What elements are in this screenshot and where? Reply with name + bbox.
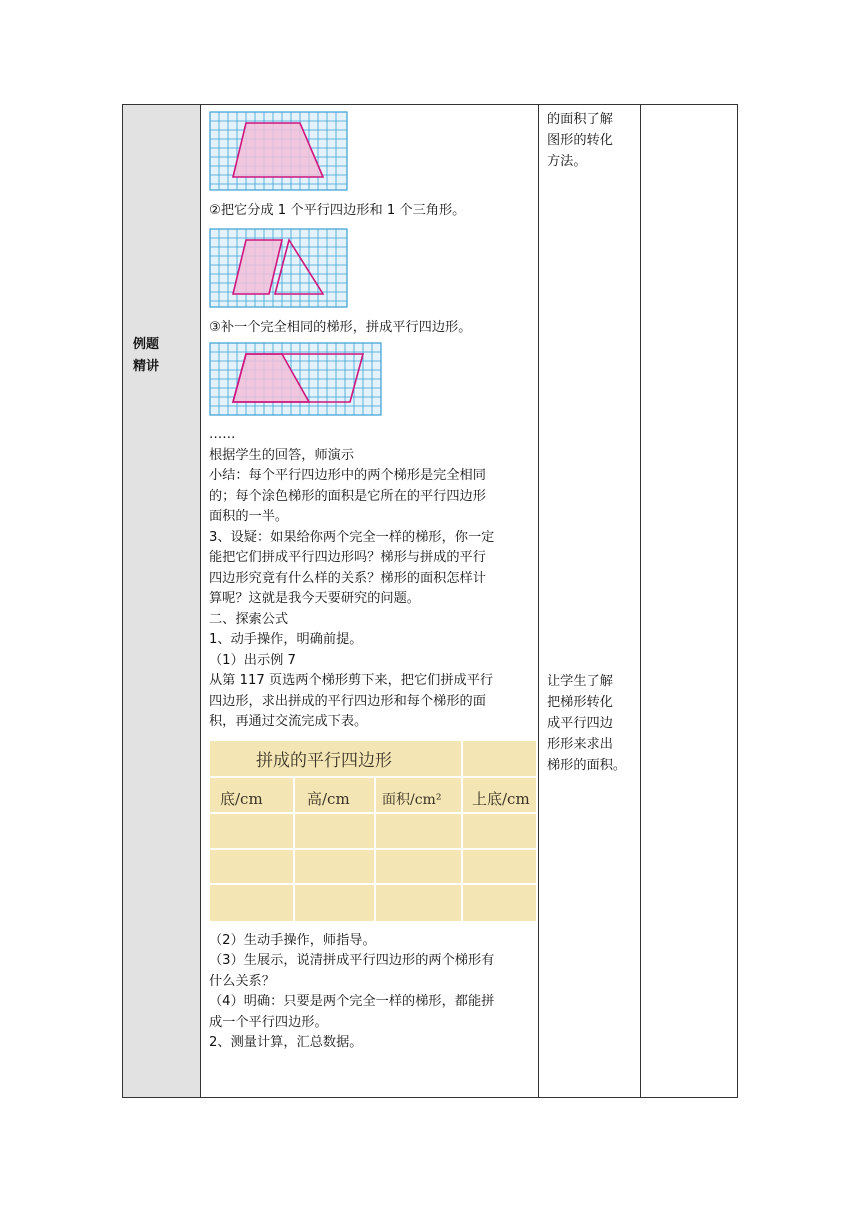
section-label [133,334,159,378]
note-line: 形形来求出 [547,737,613,752]
table-header-area: 面积/cm² [382,791,442,808]
text-line: 3、设疑：如果给你两个完全一样的梯形，你一定 [209,529,495,545]
text-block [209,425,531,733]
text-line: 四边形，求出拼成的平行四边形和每个梯形的面 [209,693,486,709]
text-block [209,931,531,1054]
lesson-table [122,104,738,1098]
section-label-line: 精讲 [133,359,160,374]
text-line: 四边形究竟有什么样的关系？梯形的面积怎样计 [209,570,486,586]
text-line: 成一个平行四边形。 [209,1014,328,1030]
text-line: …… [209,427,236,442]
table-header-height: 高/cm [307,789,350,808]
text-line: 2、测量计算，汇总数据。 [209,1035,363,1050]
note-line: 成平行四边 [547,716,613,731]
text-line: ③补一个完全相同的梯形，拼成平行四边形。 [209,319,472,335]
note-line: 梯形的面积。 [547,758,627,773]
text-line: 面积的一半。 [209,509,289,524]
text-line: 从第 117 页选两个梯形剪下来，把它们拼成平行 [209,673,494,688]
text-line: 算呢？这就是我今天要研究的问题。 [209,591,420,606]
text-line: 什么关系？ [209,973,275,989]
split-trapezoid-figure [209,228,349,310]
note-line: 让学生了解 [547,674,613,689]
text-line: （3）生展示，说清拼成平行四边形的两个梯形有 [209,953,495,968]
design-note-top [547,109,637,172]
note-line: 方法。 [547,154,587,169]
design-note-middle [547,671,637,776]
parallelogram-data-table-image [210,741,536,921]
design-intent-column [539,105,641,1097]
note-line: 的面积了解 [547,112,613,127]
table-header-upper-base: 上底/cm [472,789,530,808]
text-line: （4）明确：只要是两个完全一样的梯形，都能拼 [209,994,495,1009]
section-label-line: 例题 [133,337,160,352]
note-line: 把梯形转化 [547,695,613,710]
text-line: （1）出示例 7 [209,652,296,668]
table-header-base: 底/cm [220,789,263,808]
note-line: 图形的转化 [547,133,613,148]
table-title: 拼成的平行四边形 [256,750,392,771]
remarks-column [641,105,737,1097]
text-line: 积，再通过交流完成下表。 [209,714,368,729]
text-line: 的；每个涂色梯形的面积是它所在的平行四边形 [209,488,486,504]
parallelogram-grid-figure [209,342,383,418]
text-line: 二、探索公式 [209,611,289,627]
teaching-content [209,105,531,1054]
text-line: 能把它们拼成平行四边形吗？梯形与拼成的平行 [209,550,486,565]
teaching-content-column [201,105,539,1097]
trapezoid-grid-figure [209,111,349,193]
text-line: 根据学生的回答，师演示 [209,447,355,463]
section-label-column [123,105,201,1097]
text-line: 1、动手操作，明确前提。 [209,632,363,647]
text-line: 小结：每个平行四边形中的两个梯形是完全相同 [209,468,486,483]
text-line: ②把它分成 1 个平行四边形和 1 个三角形。 [209,203,466,218]
text-line: （2）生动手操作，师指导。 [209,932,376,948]
